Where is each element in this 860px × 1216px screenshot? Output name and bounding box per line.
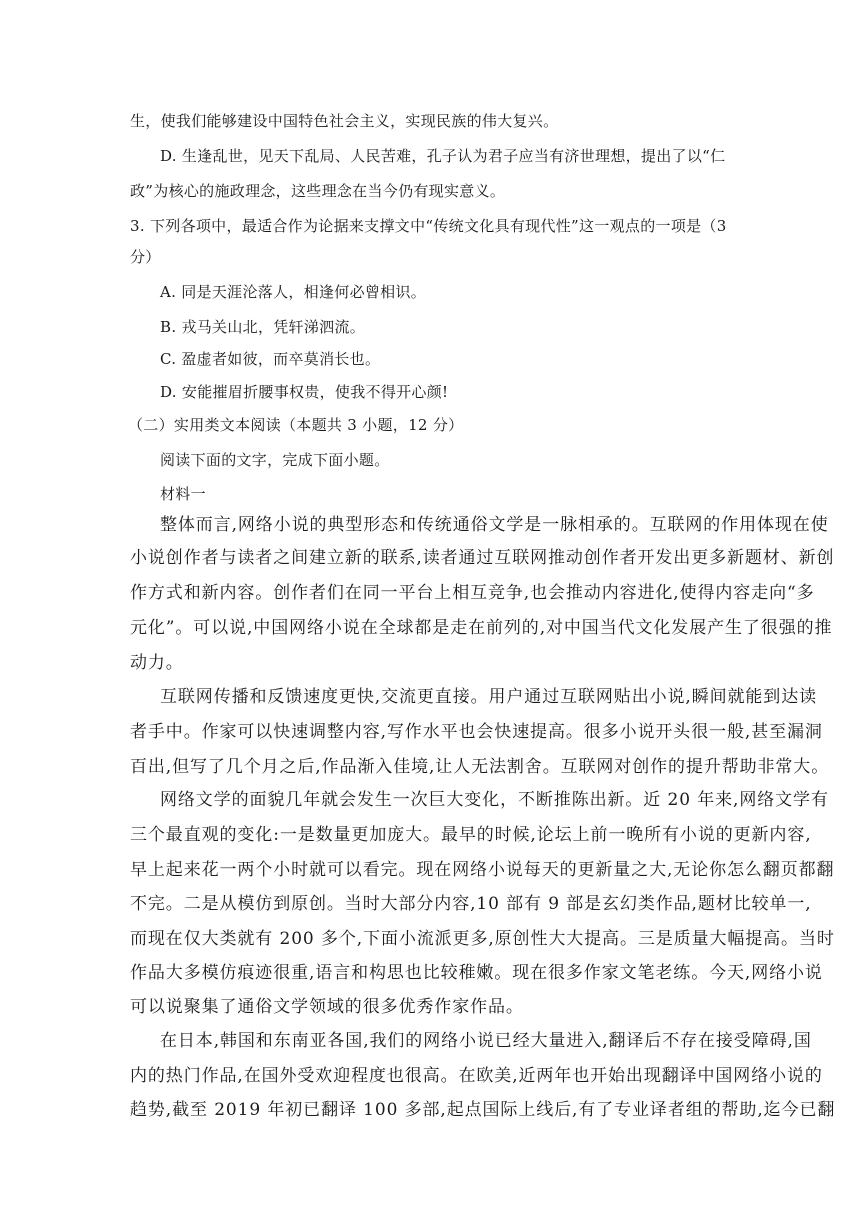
paragraph-line: 者手中。作家可以快速调整内容,写作水平也会快速提高。很多小说开头很一般,甚至漏洞 bbox=[130, 722, 823, 742]
text-line: 政”为核心的施政理念，这些理念在当今仍有现实意义。 bbox=[130, 182, 506, 200]
text-line: 生，使我们能够建设中国特色社会主义，实现民族的伟大复兴。 bbox=[130, 112, 559, 130]
question-3-line: 3. 下列各项中，最适合作为论据来支撑文中“传统文化具有现代性”这一观点的一项是（3 bbox=[130, 217, 727, 235]
paragraph-line: 网络文学的面貌几年就会发生一次巨大变化，不断推陈出新。近 20 年来,网络文学有 bbox=[160, 790, 829, 810]
paragraph-line: 可以说聚集了通俗文学领域的很多优秀作家作品。 bbox=[130, 997, 524, 1017]
paragraph-line: 内的热门作品,在国外受欢迎程度也很高。在欧美,近两年也开始出现翻译中国网络小说的 bbox=[130, 1066, 823, 1086]
instruction-line: 阅读下面的文字，完成下面小题。 bbox=[160, 451, 390, 469]
material-heading: 材料一 bbox=[160, 485, 206, 503]
paragraph-line: 作方式和新内容。创作者们在同一平台上相互竞争,也会推动内容进化,使得内容走向“多 bbox=[130, 583, 815, 603]
paragraph-line: 在日本,韩国和东南亚各国,我们的网络小说已经大量进入,翻译后不存在接受障碍,国 bbox=[160, 1031, 812, 1051]
paragraph-line: 动力。 bbox=[130, 653, 184, 673]
paragraph-line: 趋势,截至 2019 年初已翻译 100 多部,起点国际上线后,有了专业译者组的帮助,迄今已翻 bbox=[130, 1100, 836, 1120]
option-d-line: D. 安能摧眉折腰事权贵，使我不得开心颜! bbox=[160, 383, 449, 401]
paragraph-line: 而现在仅大类就有 200 多个,下面小流派更多,原创性大大提高。三是质量大幅提高。当时 bbox=[130, 929, 835, 949]
option-c-line: C. 盈虚者如彼，而卒莫消长也。 bbox=[160, 350, 381, 368]
option-b-line: B. 戎马关山北，凭轩涕泗流。 bbox=[160, 318, 366, 336]
option-d-line: D. 生逢乱世，见天下乱局、人民苦难，孔子认为君子应当有济世理想，提出了以“仁 bbox=[160, 147, 726, 165]
paragraph-line: 小说创作者与读者之间建立新的联系,读者通过互联网推动创作者开发出更多新题材、新创 bbox=[130, 548, 835, 568]
text-line: 分） bbox=[130, 248, 161, 266]
option-a-line: A. 同是天涯沦落人，相逢何必曾相识。 bbox=[160, 283, 427, 301]
paragraph-line: 互联网传播和反馈速度更快,交流更直接。用户通过互联网贴出小说,瞬间就能到达读 bbox=[160, 687, 818, 707]
paragraph-line: 三个最直观的变化:一是数量更加庞大。最早的时候,论坛上前一晚所有小说的更新内容, bbox=[130, 825, 812, 845]
paragraph-line: 作品大多模仿痕迹很重,语言和构思也比较稚嫩。现在很多作家文笔老练。今天,网络小说 bbox=[130, 963, 823, 983]
paragraph-line: 百出,但写了几个月之后,作品渐入佳境,让人无法割舍。互联网对创作的提升帮助非常大。 bbox=[130, 757, 830, 777]
section-heading: （二）实用类文本阅读（本题共 3 小题，12 分） bbox=[128, 416, 464, 434]
paragraph-line: 整体而言,网络小说的典型形态和传统通俗文学是一脉相承的。互联网的作用体现在使 bbox=[160, 515, 829, 535]
paragraph-line: 元化”。可以说,中国网络小说在全球都是走在前列的,对中国当代文化发展产生了很强的推 bbox=[130, 618, 833, 638]
paragraph-line: 不完。二是从模仿到原创。当时大部分内容,10 部有 9 部是玄幻类作品,题材比较单一, bbox=[130, 894, 812, 914]
paragraph-line: 早上起来花一两个小时就可以看完。现在网络小说每天的更新量之大,无论你怎么翻页都翻 bbox=[130, 860, 835, 880]
